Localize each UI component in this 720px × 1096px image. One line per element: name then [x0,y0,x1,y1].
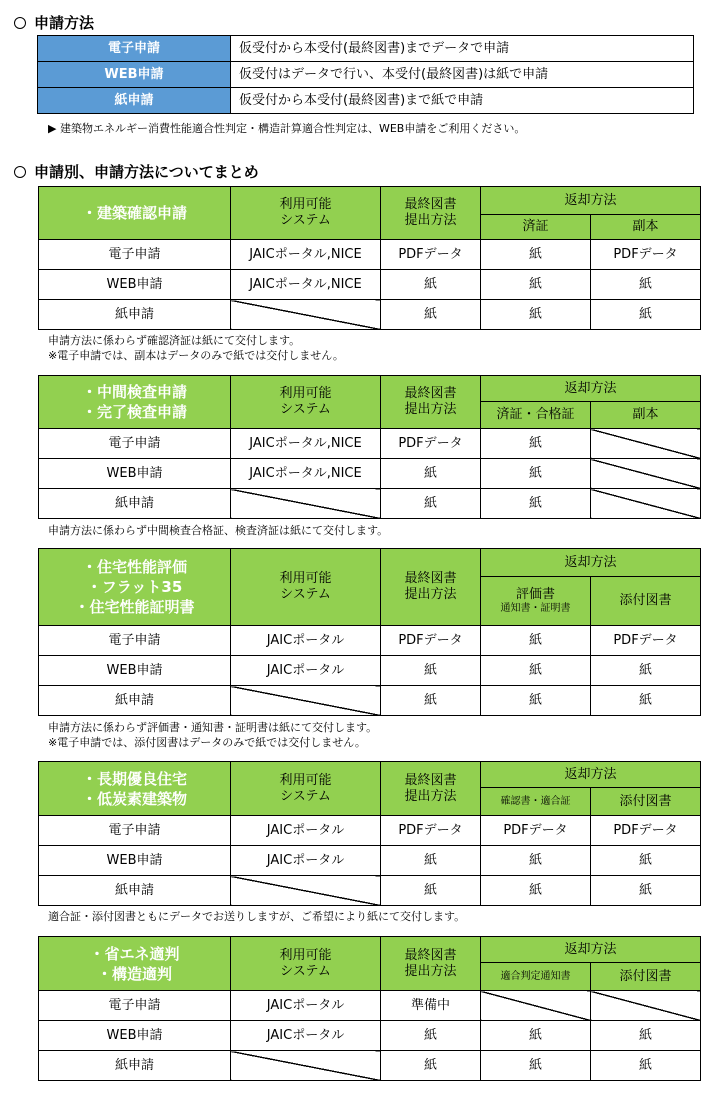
drawing-cell: 紙 [381,270,481,300]
return-col1-sublabel: 適合判定通知書 [500,970,571,982]
system-header-line: 利用可能 [279,197,332,212]
system-cell: JAICポータル [231,656,381,686]
section-title: 申請方法 [34,14,95,32]
method-key: 紙申請 [38,88,231,114]
circle-bullet-icon [14,17,26,29]
return-header: 返却方法 [481,762,701,788]
return-header: 返却方法 [481,376,701,402]
drawing-header-line: 提出方法 [404,587,457,602]
header-row [39,937,701,963]
table-title-line: ・構造適判 [96,964,172,983]
summary-table [38,375,701,519]
table-row [39,846,701,876]
return-col1-cell: 紙 [481,459,591,489]
table-row [39,240,701,270]
system-header-line: 利用可能 [279,772,332,788]
system-cell [231,686,381,716]
header-row [39,549,701,577]
system-header [231,937,381,991]
return-col1-label: 評価書 [515,587,555,602]
return-col1-cell: 紙 [481,656,591,686]
return-col1-sublabel: 確認書・適合証 [500,795,571,807]
table-title-line: ・中間検査申請 [81,383,187,401]
return-header: 返却方法 [481,937,701,963]
return-col1-header [481,963,591,991]
table-note: 申請方法に係わらず確認済証は紙にて交付します。 [48,334,301,347]
method-label: WEB申請 [39,270,231,300]
return-col2-cell: PDFデータ [591,626,701,656]
table-row [38,36,694,62]
table-row [39,991,701,1021]
return-col1-cell: 紙 [481,1021,591,1051]
return-col1-header [481,402,591,429]
drawing-header-line: 提出方法 [404,963,457,979]
method-desc: 仮受付から本受付(最終図書)までデータで申請 [231,36,694,62]
summary-table [38,186,701,330]
table-row [39,876,701,906]
table-row [39,686,701,716]
system-header-line: システム [280,213,331,228]
drawing-cell: 紙 [381,686,481,716]
drawing-cell: PDFデータ [381,240,481,270]
return-col2-header: 添付図書 [591,963,701,991]
table-row [39,1021,701,1051]
table-note: 適合証・添付図書ともにデータでお送りしますが、ご希望により紙にて交付します。 [48,910,466,923]
return-col1-sublabel: 通知書・証明書 [500,603,571,614]
method-label: 紙申請 [39,876,231,906]
system-cell: JAICポータル,NICE [231,459,381,489]
table-title-line: ・住宅性能証明書 [74,598,195,616]
return-col1-cell: 紙 [481,300,591,330]
method-label: WEB申請 [39,656,231,686]
return-col1-cell: 紙 [481,846,591,876]
drawing-cell: PDFデータ [381,626,481,656]
system-header-line: 利用可能 [279,571,332,586]
return-col2-cell: 紙 [591,1021,701,1051]
method-key: WEB申請 [38,62,231,88]
drawing-header [381,549,481,626]
system-cell [231,300,381,330]
return-col1-cell: 紙 [481,489,591,519]
table-note: 申請方法に係わらず評価書・通知書・証明書は紙にて交付します。 [48,721,378,734]
drawing-cell: PDFデータ [381,429,481,459]
return-header: 返却方法 [481,187,701,215]
methods-note: ▶ 建築物エネルギー消費性能適合性判定・構造計算適合性判定は、WEB申請をご利用ください。 [48,122,526,135]
drawing-cell: 紙 [381,489,481,519]
drawing-cell: 紙 [381,300,481,330]
drawing-header [381,187,481,240]
return-col1-cell: 紙 [481,240,591,270]
table-row [39,656,701,686]
table-title [39,187,231,240]
table-title [39,762,231,816]
system-cell: JAICポータル,NICE [231,429,381,459]
table-row [38,88,694,114]
system-header-line: システム [280,788,331,804]
return-col1-cell: 紙 [481,626,591,656]
return-col1-header [481,577,591,626]
return-col1-header [481,788,591,816]
table-row [39,429,701,459]
drawing-cell: 紙 [381,459,481,489]
system-cell: JAICポータル,NICE [231,270,381,300]
system-header-line: システム [280,402,331,417]
return-col1-label: 済証 [522,219,549,234]
table-row [39,626,701,656]
return-col2-cell: PDFデータ [591,240,701,270]
system-cell: JAICポータル [231,846,381,876]
header-row [39,376,701,402]
return-col2-cell: 紙 [591,270,701,300]
method-label: WEB申請 [39,846,231,876]
system-header [231,187,381,240]
system-header-line: システム [280,963,331,979]
table-title-line: ・低炭素建築物 [81,789,187,808]
return-col1-cell: PDFデータ [481,816,591,846]
table-title-line: ・建築確認申請 [81,204,187,222]
table-title [39,937,231,991]
summary-table [38,936,701,1081]
return-col2-header: 添付図書 [591,788,701,816]
table-title-line: ・完了検査申請 [81,403,187,421]
method-label: 電子申請 [39,991,231,1021]
drawing-cell: PDFデータ [381,816,481,846]
system-cell [231,489,381,519]
drawing-header [381,937,481,991]
method-key: 電子申請 [38,36,231,62]
system-cell: JAICポータル,NICE [231,240,381,270]
table-row [38,62,694,88]
table-title-line: ・フラット35 [86,578,183,596]
system-cell [231,1051,381,1081]
drawing-cell: 紙 [381,1021,481,1051]
drawing-header-line: 最終図書 [404,197,457,212]
drawing-header-line: 最終図書 [404,772,457,788]
table-title-line: ・住宅性能評価 [81,558,187,576]
table-note: ※電子申請では、添付図書はデータのみで紙では交付しません。 [48,736,366,749]
section-title: 申請別、申請方法についてまとめ [34,163,259,181]
section-heading-summary [14,162,259,182]
return-col1-cell: 紙 [481,429,591,459]
table-row [39,270,701,300]
system-cell [231,876,381,906]
method-desc: 仮受付はデータで行い、本受付(最終図書)は紙で申請 [231,62,694,88]
system-cell: JAICポータル [231,991,381,1021]
table-note: ※電子申請では、副本はデータのみで紙では交付しません。 [48,349,344,362]
return-col1-cell [481,991,591,1021]
method-label: 電子申請 [39,626,231,656]
summary-table [38,548,701,716]
method-label: 紙申請 [39,686,231,716]
table-row [39,1051,701,1081]
table-note: 申請方法に係わらず中間検査合格証、検査済証は紙にて交付します。 [48,524,389,537]
table-row [39,489,701,519]
drawing-header-line: 最終図書 [404,571,457,586]
drawing-cell: 紙 [381,876,481,906]
return-col2-cell: 紙 [591,686,701,716]
section-heading-methods [14,13,94,33]
return-col2-cell: 紙 [591,846,701,876]
system-cell: JAICポータル [231,626,381,656]
table-title [39,549,231,626]
method-label: WEB申請 [39,1021,231,1051]
table-row [39,459,701,489]
drawing-header-line: 提出方法 [404,213,457,228]
return-col1-cell: 紙 [481,876,591,906]
return-col2-cell: PDFデータ [591,816,701,846]
return-col2-cell: 紙 [591,1051,701,1081]
system-cell: JAICポータル [231,816,381,846]
system-header-line: 利用可能 [279,947,332,963]
return-header: 返却方法 [481,549,701,577]
return-col1-cell: 紙 [481,686,591,716]
return-col2-cell: 紙 [591,300,701,330]
drawing-header [381,762,481,816]
method-label: 紙申請 [39,1051,231,1081]
return-col2-cell [591,429,701,459]
return-col2-cell: 紙 [591,656,701,686]
return-col1-header [481,215,591,240]
method-desc: 仮受付から本受付(最終図書)まで紙で申請 [231,88,694,114]
return-col1-label: 済証・合格証 [496,407,575,422]
system-header-line: 利用可能 [279,386,332,401]
system-cell: JAICポータル [231,1021,381,1051]
drawing-header-line: 最終図書 [404,947,457,963]
methods-table [37,35,694,114]
summary-table [38,761,701,906]
method-label: 電子申請 [39,816,231,846]
table-row [39,300,701,330]
header-row [39,762,701,788]
drawing-header-line: 提出方法 [404,788,457,804]
table-title-line: ・省エネ適判 [89,944,180,963]
system-header [231,376,381,429]
return-col2-header: 副本 [591,215,701,240]
return-col1-cell: 紙 [481,1051,591,1081]
return-col2-cell [591,459,701,489]
return-col2-cell [591,991,701,1021]
system-header [231,762,381,816]
table-row [39,816,701,846]
drawing-cell: 準備中 [381,991,481,1021]
system-header-line: システム [280,587,331,602]
return-col2-cell: 紙 [591,876,701,906]
return-col1-cell: 紙 [481,270,591,300]
method-label: 紙申請 [39,300,231,330]
drawing-header-line: 提出方法 [404,402,457,417]
method-label: 電子申請 [39,240,231,270]
drawing-cell: 紙 [381,846,481,876]
method-label: 紙申請 [39,489,231,519]
system-header [231,549,381,626]
drawing-header [381,376,481,429]
return-col2-header: 添付図書 [591,577,701,626]
table-title-line: ・長期優良住宅 [81,769,187,788]
table-title [39,376,231,429]
drawing-header-line: 最終図書 [404,386,457,401]
drawing-cell: 紙 [381,1051,481,1081]
return-col2-header: 副本 [591,402,701,429]
circle-bullet-icon [14,166,26,178]
header-row [39,187,701,215]
method-label: WEB申請 [39,459,231,489]
drawing-cell: 紙 [381,656,481,686]
return-col2-cell [591,489,701,519]
method-label: 電子申請 [39,429,231,459]
